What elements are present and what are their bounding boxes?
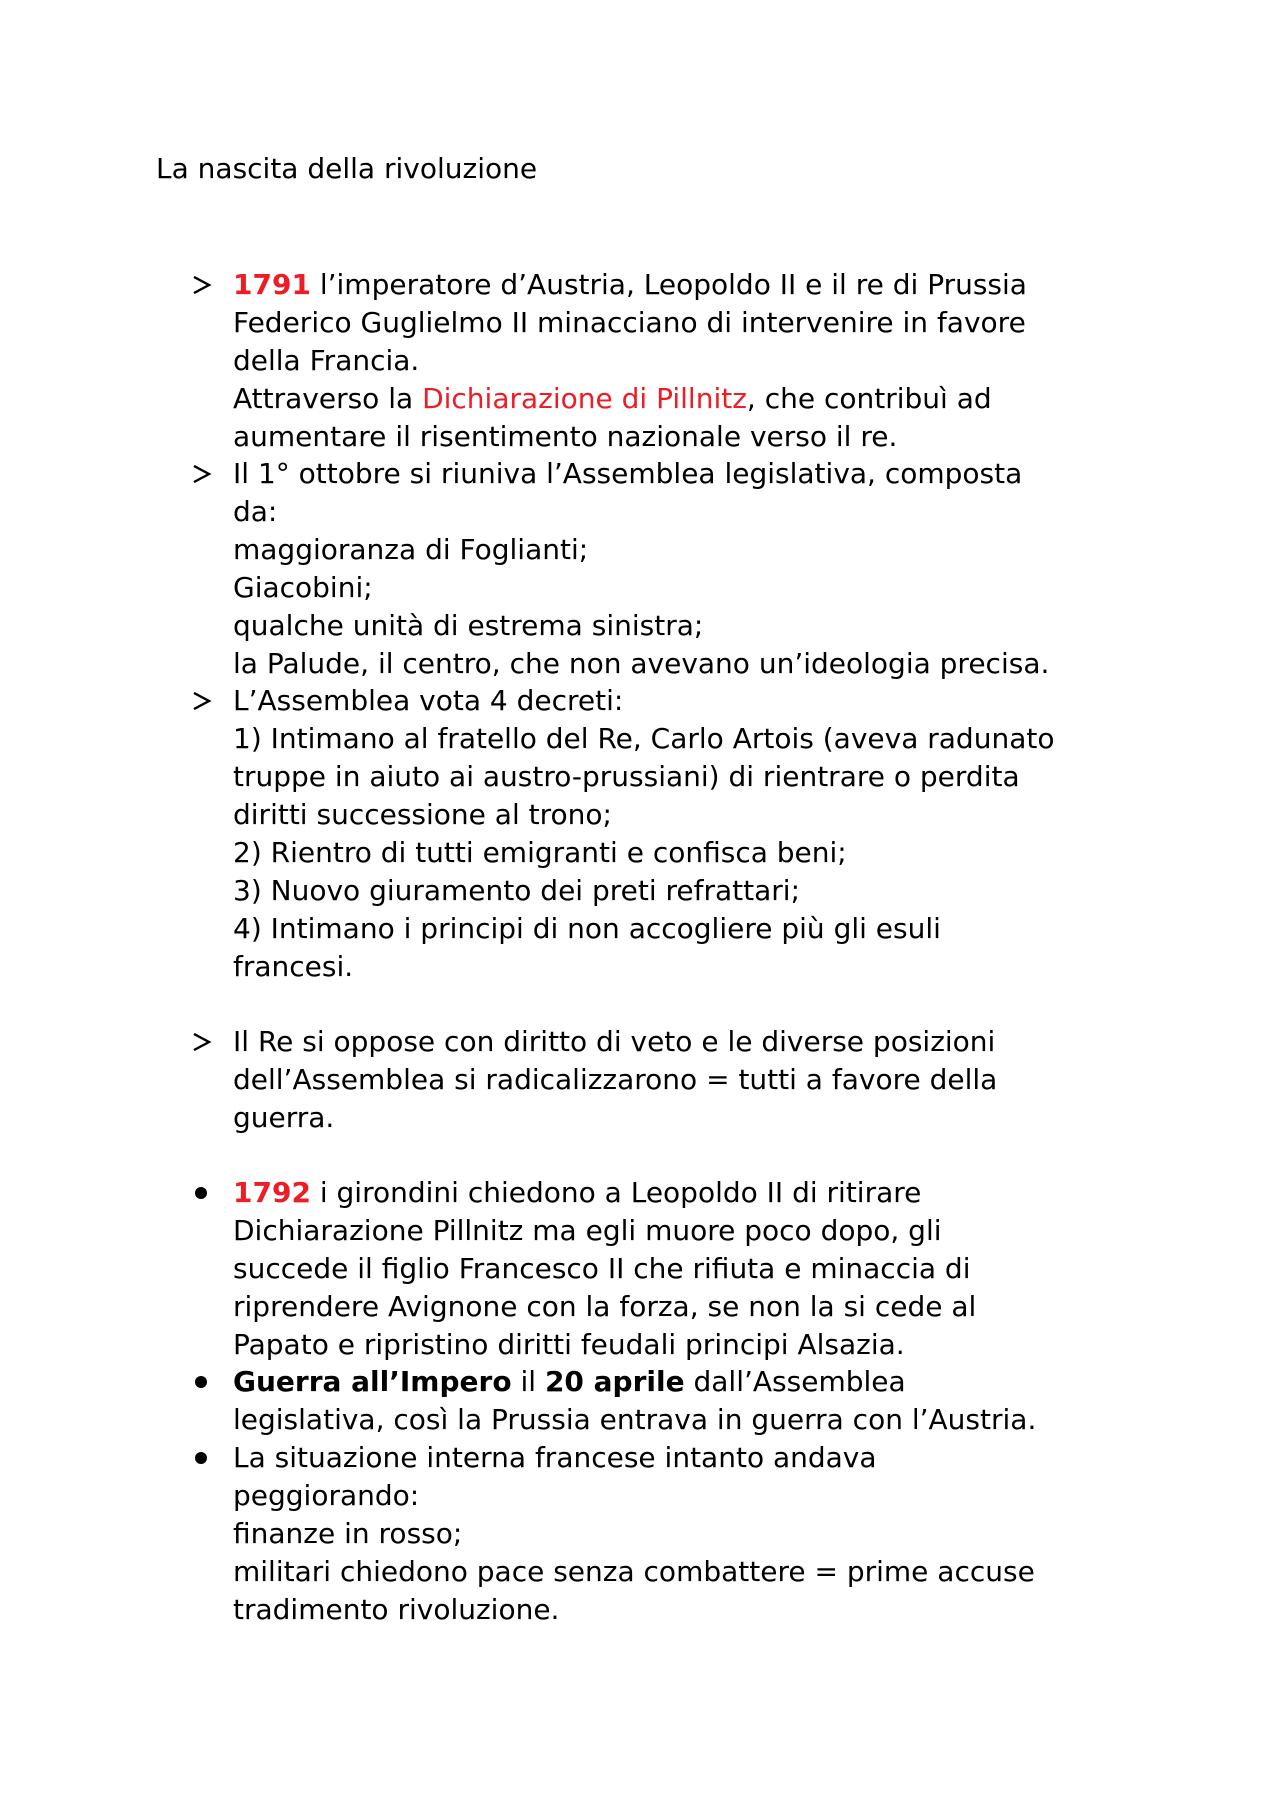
list-item <box>233 455 1243 683</box>
list-item-line: qualche unità di estrema sinistra; <box>233 609 704 642</box>
arrow-bullet-icon <box>192 266 222 304</box>
list-item-line: da: <box>233 495 278 528</box>
list-item <box>233 266 1243 456</box>
list-item-line: riprendere Avignone con la forza, se non la si cede al <box>233 1290 977 1323</box>
list-item-line: succede il figlio Francesco II che rifiuta e minaccia di <box>233 1252 971 1285</box>
list-item-line: truppe in aiuto ai austro-prussiani) di rientrare o perdita <box>233 760 1020 793</box>
year-highlight: 1792 <box>233 1176 311 1209</box>
list-item-line: legislativa, così la Prussia entrava in guerra con l’Austria. <box>233 1403 1037 1436</box>
list-item-line: aumentare il risentimento nazionale verso il re. <box>233 420 898 453</box>
list-item-line: francesi. <box>233 950 354 983</box>
list-item-line: Giacobini; <box>233 571 373 604</box>
list-item <box>233 1174 1243 1364</box>
list-item-line: Attraverso la Dichiarazione di Pillnitz, che contribuì ad <box>233 382 992 415</box>
list-item-line: L’Assemblea vota 4 decreti: <box>233 684 624 717</box>
list-item-line: peggiorando: <box>233 1479 420 1512</box>
list-item-line: finanze in rosso; <box>233 1517 463 1550</box>
list-item <box>233 682 1243 986</box>
list-item <box>233 1023 1243 1137</box>
year-highlight: 1791 <box>233 268 311 301</box>
list-item-line: militari chiedono pace senza combattere = prime accuse <box>233 1555 1035 1588</box>
arrow-bullet-icon <box>192 455 222 493</box>
list-item-line: Guerra all’Impero il 20 aprile dall’Assemblea <box>233 1365 906 1398</box>
round-bullet-icon <box>192 1174 222 1212</box>
list-item-line: La situazione interna francese intanto andava <box>233 1441 877 1474</box>
list-item-line: guerra. <box>233 1101 335 1134</box>
round-bullet-icon <box>192 1439 222 1477</box>
list-item-line: 2) Rientro di tutti emigranti e confisca beni; <box>233 836 847 869</box>
list-item-line: diritti successione al trono; <box>233 798 612 831</box>
list-item-line: 1) Intimano al fratello del Re, Carlo Artois (aveva radunato <box>233 722 1055 755</box>
list-item-line: Papato e ripristino diritti feudali principi Alsazia. <box>233 1328 905 1361</box>
list-item <box>233 1363 1243 1439</box>
list-item-line: Il Re si oppose con diritto di veto e le diverse posizioni <box>233 1025 996 1058</box>
list-item-line: Dichiarazione Pillnitz ma egli muore poco dopo, gli <box>233 1214 942 1247</box>
list-item-line: 1792 i girondini chiedono a Leopoldo II di ritirare <box>233 1176 922 1209</box>
list-item-line: 4) Intimano i principi di non accogliere più gli esuli <box>233 912 941 945</box>
list-item <box>233 1439 1243 1629</box>
round-bullet-icon <box>192 1363 222 1401</box>
arrow-bullet-icon <box>192 682 222 720</box>
pillnitz-declaration-highlight: Dichiarazione di Pillnitz <box>422 382 747 415</box>
list-item-line: 1791 l’imperatore d’Austria, Leopoldo II e il re di Prussia <box>233 268 1027 301</box>
list-item-line: Federico Guglielmo II minacciano di intervenire in favore <box>233 306 1026 339</box>
list-item-line: tradimento rivoluzione. <box>233 1593 560 1626</box>
list-item-line: maggioranza di Foglianti; <box>233 533 589 566</box>
list-item-line: 3) Nuovo giuramento dei preti refrattari; <box>233 874 801 907</box>
list-item-line: dell’Assemblea si radicalizzarono = tutti a favore della <box>233 1063 998 1096</box>
list-item-line: la Palude, il centro, che non avevano un’ideologia precisa. <box>233 647 1050 680</box>
list-item-line: Il 1° ottobre si riuniva l’Assemblea legislativa, composta <box>233 457 1023 490</box>
document-title: La nascita della rivoluzione <box>156 152 538 185</box>
arrow-bullet-icon <box>192 1023 222 1061</box>
list-item-line: della Francia. <box>233 344 420 377</box>
